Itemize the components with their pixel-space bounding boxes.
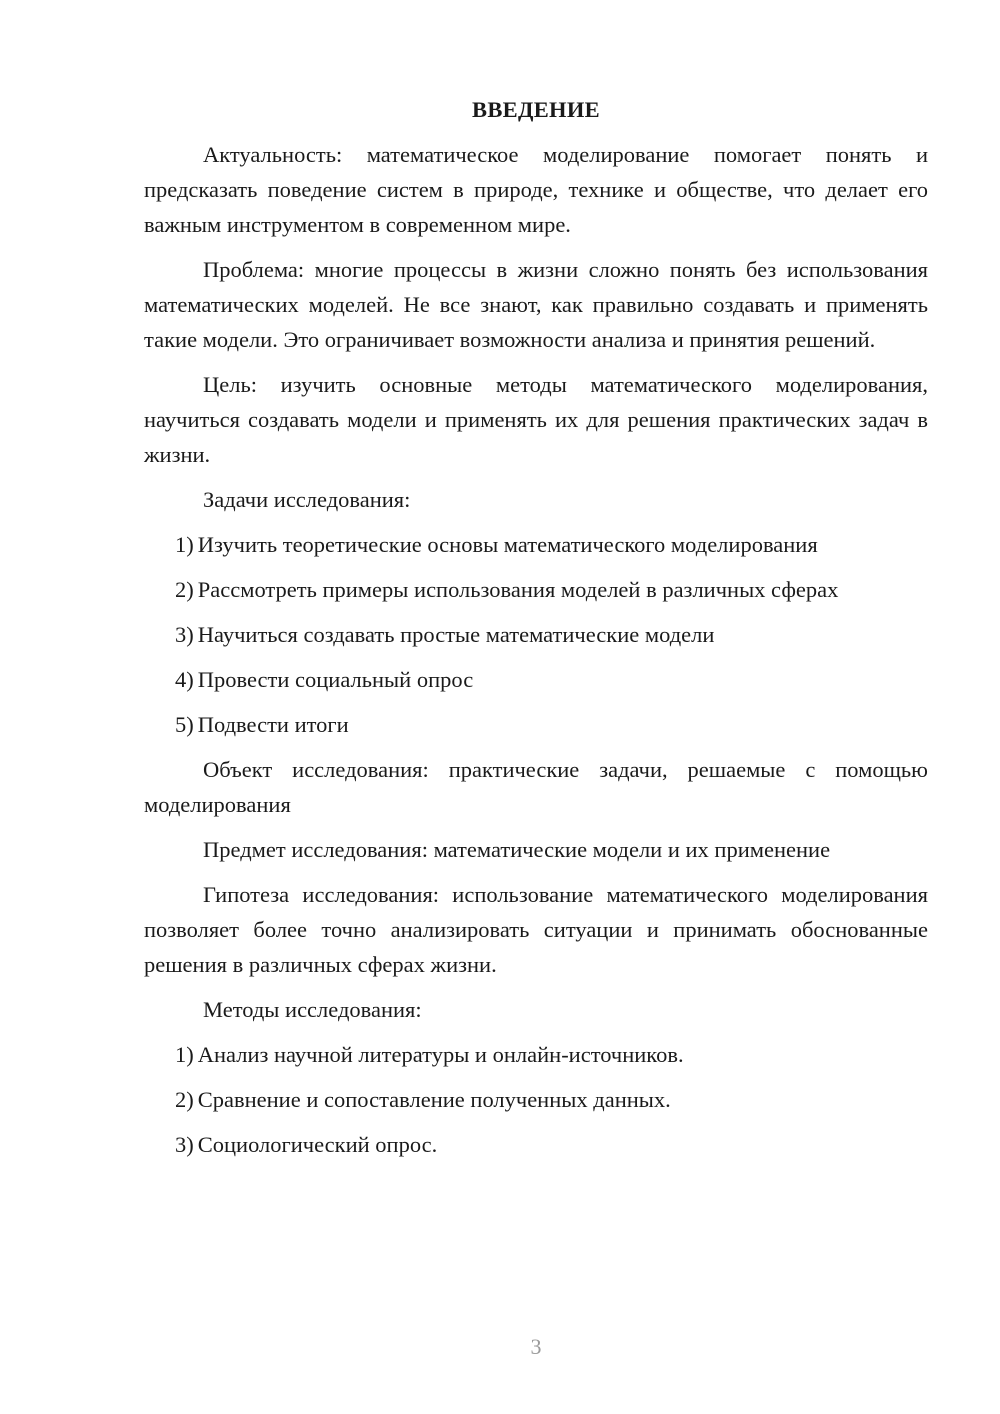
list-item-number: 3)	[175, 1132, 194, 1157]
list-item-text: Научиться создавать простые математические модели	[197, 622, 715, 647]
list-item-text: Рассмотреть примеры использования моделей в различных сферах	[197, 577, 839, 602]
list-item-text: Подвести итоги	[197, 712, 349, 737]
list-item-text: Изучить теоретические основы математического моделирования	[197, 532, 818, 557]
list-item-number: 4)	[175, 667, 194, 692]
list-item	[144, 662, 928, 697]
goal-paragraph: Цель: изучить основные методы математического моделирования, научиться создавать модели и применять их для решения практических задач в жизни.	[144, 372, 928, 467]
list-item-number: 1)	[175, 532, 194, 557]
page-title: ВВЕДЕНИЕ	[472, 97, 600, 122]
list-item-number: 2)	[175, 1087, 194, 1112]
tasks-list	[144, 527, 928, 742]
methods-list	[144, 1037, 928, 1162]
list-item	[144, 572, 928, 607]
list-item	[144, 617, 928, 652]
list-item-number: 1)	[175, 1042, 194, 1067]
list-item	[144, 1127, 928, 1162]
subject-paragraph: Предмет исследования: математические модели и их применение	[203, 837, 831, 862]
object-paragraph: Объект исследования: практические задачи, решаемые с помощью моделирования	[144, 757, 928, 817]
list-item-text: Провести социальный опрос	[197, 667, 474, 692]
list-item	[144, 527, 928, 562]
list-item-text: Анализ научной литературы и онлайн-источников.	[197, 1042, 684, 1067]
list-item-text: Социологический опрос.	[197, 1132, 438, 1157]
document-page	[144, 92, 928, 1172]
page-number: 3	[530, 1334, 542, 1359]
methods-label: Методы исследования:	[203, 997, 422, 1022]
list-item-number: 2)	[175, 577, 194, 602]
list-item-text: Сравнение и сопоставление полученных данных.	[197, 1087, 671, 1112]
list-item-number: 5)	[175, 712, 194, 737]
problem-paragraph: Проблема: многие процессы в жизни сложно понять без использования математических моделей. Не все знают, как правильно создавать и применять такие модели. Это ограничивает возможности анализа и принятия решений.	[144, 257, 928, 352]
tasks-label: Задачи исследования:	[203, 487, 411, 512]
list-item-number: 3)	[175, 622, 194, 647]
relevance-paragraph: Актуальность: математическое моделирование помогает понять и предсказать поведение систем в природе, технике и обществе, что делает его важным инструментом в современном мире.	[144, 142, 928, 237]
list-item	[144, 1037, 928, 1072]
hypothesis-paragraph: Гипотеза исследования: использование математического моделирования позволяет более точно анализировать ситуации и принимать обоснованные решения в различных сферах жизни.	[144, 882, 928, 977]
list-item	[144, 707, 928, 742]
list-item	[144, 1082, 928, 1117]
